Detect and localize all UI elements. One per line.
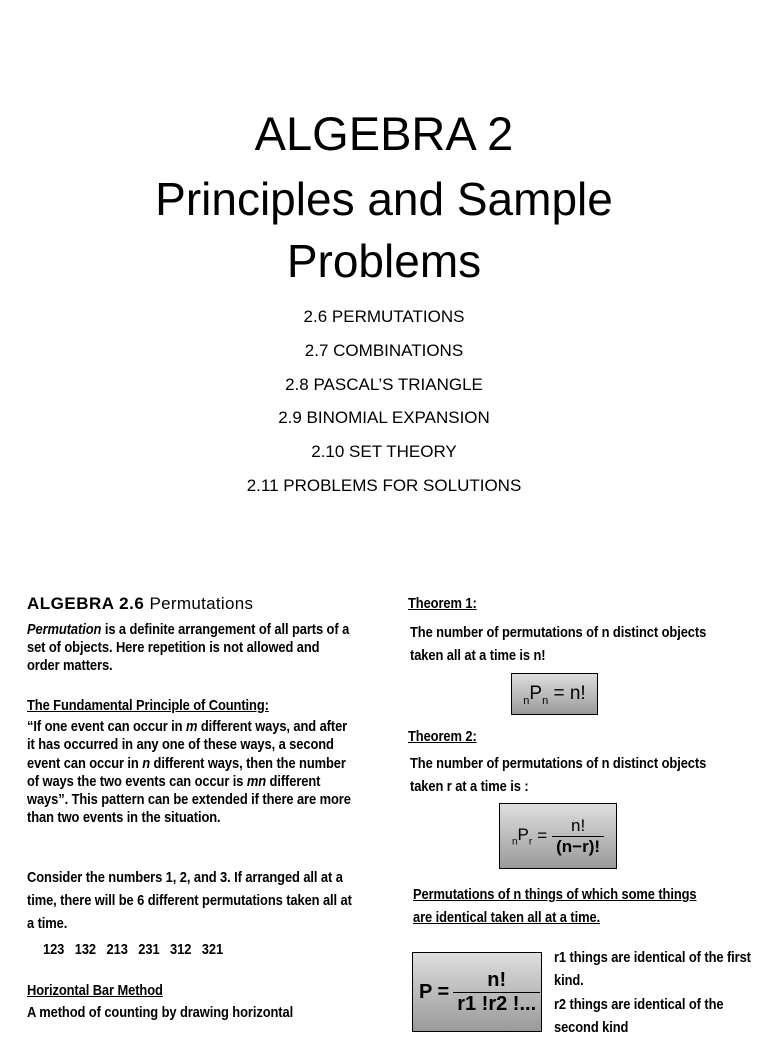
- identical-title: Permutations of n things of which some things are identical taken all at a time.: [413, 886, 697, 926]
- hbar-title: Horizontal Bar Method: [27, 982, 163, 999]
- definition-term: Permutation: [27, 621, 102, 638]
- table-of-contents: [0, 306, 768, 509]
- fpc-title: The Fundamental Principle of Counting:: [27, 697, 269, 714]
- theorem1-formula: $_nP_n = n$!: [511, 673, 598, 715]
- toc-item: 2.6 PERMUTATIONS: [303, 307, 465, 326]
- identical-formula: P = $\frac{n!}{r1 !r2 !...}$: [412, 952, 542, 1032]
- r2-note: r2 things are identical of the second kind: [554, 996, 724, 1036]
- example-text: Consider the numbers 1, 2, and 3. If arranged all at a time, there will be 6 different permutations taken all at a time.: [27, 869, 352, 932]
- section-heading-topic: Permutations: [149, 594, 254, 613]
- theorem1-text: The number of permutations of n distinct objects taken all at a time is n!: [410, 624, 707, 664]
- toc-item: 2.8 PASCAL’S TRIANGLE: [285, 374, 483, 394]
- permutation-definition: Permutation is a definite arrangement of all parts of a set of objects. Here repetition is not allowed and order matters.: [27, 621, 350, 674]
- section-heading: [27, 594, 253, 614]
- theorem2-title: Theorem 2:: [408, 728, 477, 745]
- toc-item: 2.9 BINOMIAL EXPANSION: [278, 408, 490, 428]
- cover-subtitle: Principles and Sample Problems: [155, 173, 613, 287]
- theorem2-formula: $_nP_r$ = $\frac{n!}{(n-r)!}$: [499, 803, 617, 869]
- example-list: 123 132 213 231 312 321: [43, 941, 224, 958]
- toc-item: 2.7 COMBINATIONS: [304, 340, 464, 360]
- toc-item: 2.10 SET THEORY: [311, 442, 457, 462]
- section-heading-bold: ALGEBRA 2.6: [27, 594, 145, 613]
- toc-item: 2.11 PROBLEMS FOR SOLUTIONS: [246, 475, 522, 495]
- hbar-text: A method of counting by drawing horizontal: [27, 1004, 294, 1021]
- cover-title: ALGEBRA 2: [254, 107, 514, 160]
- theorem1-title: Theorem 1:: [408, 595, 477, 612]
- fpc-text: “If one event can occur in m different ways, and after it has occurred in any one of these ways, a second event can occur in n different ways, then the number of ways the two events can occur is mn different ways”. This pattern can be extended if there are more than two events in the situation.: [27, 718, 351, 827]
- r1-note: r1 things are identical of the first kind.: [554, 949, 751, 989]
- theorem2-text: The number of permutations of n distinct objects taken r at a time is :: [410, 755, 707, 795]
